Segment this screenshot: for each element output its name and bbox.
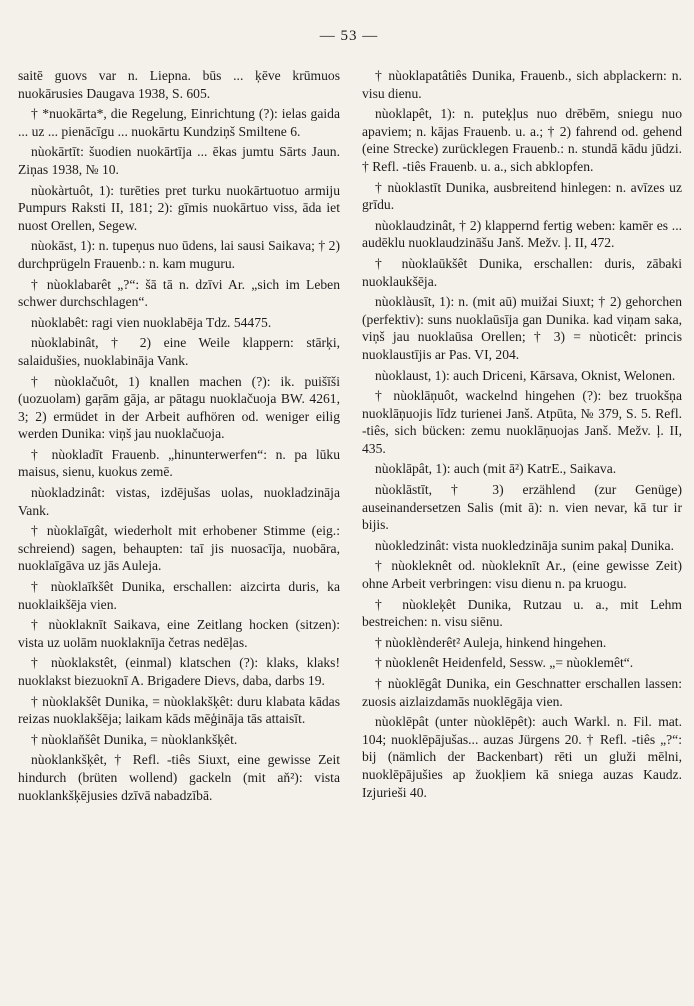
entry: † nùokladīt Frauenb. „hinunterwerfen“: n. pa lūku maisus, sienu, kuokus zemē. [18,446,340,480]
entry: † nùoklaūkšêt Dunika, erschallen: duris, zābaki nuoklaukšēja. [362,255,682,289]
entry: nùoklāpât, 1): auch (mit ā²) KatrE., Saikava. [375,461,617,477]
entry: † nùoklačuôt, 1) knallen machen (?): ik. puišīši (uozuolam) gaŗām gāja, ar pātagu nuoklačuoja BW. 4261, 3; 2) ermüdet in der Arbeit aufhören od. weniger eilig werden Dunika: viņš jau nuoklačuoja. [18,373,340,442]
entry: nùoklàusīt, 1): n. (mit aū) muižai Siuxt; † 2) gehorchen (perfektiv): suns nuoklaūsīja gan Dunika. kad viņam saka, viņš jau nuoklaūsa Orellen; † 3) = nùoticêt: princis nuoklaustījis ar Pas. VI, 204. [362,294,682,362]
entry: † nùoklabarêt „?“: šā tā n. dzīvi Ar. „sich im Leben schwer durchschlagen“. [18,276,340,310]
entry: nùoklēpât (unter nùoklēpêt): auch Warkl. n. Fil. mat. 104; nuoklēpājušas... auzas Jürgens 20. † Refl. -tiês „?“: bij (nämlich der Backenbart) rēti un gluži mēlni, nuoklēpājušies ap žuokļiem kā sniega auzas Kaudz. Izjurieši 40. [362,714,682,800]
entry: † nùoklaīgât, wiederholt mit erhobener Stimme (eig.: schreiend) sagen, behaupten: taī jis nuosacīja, nuobāra, nuoklaīgāva uz jās Auleja. [18,523,340,574]
entry: nùokledzinât: vista nuokledzināja sunim pakaļ Dunika. [375,537,674,553]
entry: † nùoklaňšêt Dunika, = nùoklankšķêt. [31,731,238,747]
entry: nùoklabinât, † 2) eine Weile klappern: stārķi, salaidušies, nuoklabināja Vank. [18,335,340,368]
entry: nùoklaudzinât, † 2) klappernd fertig weben: kamēr es ... audēklu nuoklaudzināšu Janš. Mežv. ļ. II, 472. [362,217,682,251]
entry: † nùoklāņuôt, wackelnd hingehen (?): bez truokšņa nuoklāņuojis līdz turienei Janš. Atpūta, № 379, S. 5. Refl. -tiês, sich bücken: zemu nuoklāņuojas Janš. Mežv. ļ. II, 435. [362,388,682,456]
entry: † nùoklastīt Dunika, ausbreitend hinlegen: n. avīzes uz grīdu. [362,179,682,213]
entry: † nùoklaīkšêt Dunika, erschallen: aizcirta duris, ka nuoklaikšēja vien. [18,579,340,612]
entry: † nùoklapatâtiês Dunika, Frauenb., sich abplackern: n. visu dienu. [362,68,682,101]
entry: † nùoklènderêt² Auleja, hinkend hingehen. [375,634,607,650]
left-column [18,67,340,807]
entry: † nùoklakstêt, (einmal) klatschen (?): klaks, klaks! nuoklakst biezuoknī A. Brigadere Dievs, daba, darbs 19. [18,655,340,688]
entry: nùoklankšķêt, † Refl. -tiês Siuxt, eine gewisse Zeit hindurch (brüten wollend) gackeln (mit aň²): vista nuoklankšķējusies dzīvā nabadzībā. [18,752,340,803]
entry: † nùokleķêt Dunika, Rutzau u. a., mit Lehm bestreichen: n. visu siēnu. [362,596,682,630]
entry: nùoklāstīt, † 3) erzählend (zur Genüge) auseinandersetzen Salis (mit ā): n. vien nevar, kā tur ir bijis. [362,482,682,533]
page-number: — 53 — [319,28,379,44]
entry: † nùoklēgât Dunika, ein Geschnatter erschallen lassen: zuosis aizlaizdamās nuoklēgāja vien. [362,676,682,709]
entry: nùokāst, 1): n. tupeņus nuo ūdens, lai sausi Saikava; † 2) durchprügeln Frauenb.: n. kam muguru. [18,238,340,271]
entry: saitē guovs var n. Liepna. būs ... ķēve krūmuos nuokārusies Daugava 1938, S. 605. [18,68,340,101]
entry: † *nuokārta*, die Regelung, Einrichtung (?): ielas gaida ... uz ... pienācīgu ... nuokārtu Kundziņš Smiltene 6. [18,106,340,139]
right-column [362,67,682,807]
entry: † nùokleknêt od. nùokleknīt Ar., (eine gewisse Zeit) ohne Arbeit verbringen: visu dienu n. pa kruogu. [362,558,682,592]
entry: † nùoklaknīt Saikava, eine Zeitlang hocken (sitzen): vista uz uolām nuoklaknīja četras nedēļas. [18,617,340,650]
columns [18,67,680,807]
entry: nùokārtīt: šuodien nuokārtīja ... ēkas jumtu Sārts Jaun. Ziņas 1938, № 10. [18,144,340,177]
entry: nùoklaust, 1): auch Driceni, Kārsava, Oknist, Welonen. [375,367,676,383]
entry: † nùoklakšêt Dunika, = nùoklakšķêt: duru klabata kādas reizas nuoklakšēja; laikam kāds mēģināja tās attaisīt. [18,693,340,727]
entry: nùoklapêt, 1): n. puteķļus nuo drēbēm, sniegu nuo apaviem; n. kājas Frauenb. u. a.; † 2) fahrend od. gehend (eine Strecke) zurücklegen Frauenb.: n. stundā kādu jūdzi. † Refl. -tiês Frauenb. u. a., sich abklopfen. [362,106,682,174]
entry: nùokàrtuôt, 1): turēties pret turku nuokārtuotuo armiju Pumpurs Raksti II, 181; 2): gīmis nuokārtuo viss, āda iet nuost Orellen, Segew. [18,182,340,233]
entry: nùoklabêt: ragi vien nuoklabēja Tdz. 54475. [31,314,272,330]
entry: † nùoklenêt Heidenfeld, Sessw. „= nùoklemêt“. [375,655,634,671]
entry: nùokladzinât: vistas, izdējušas uolas, nuokladzināja Vank. [18,485,340,518]
